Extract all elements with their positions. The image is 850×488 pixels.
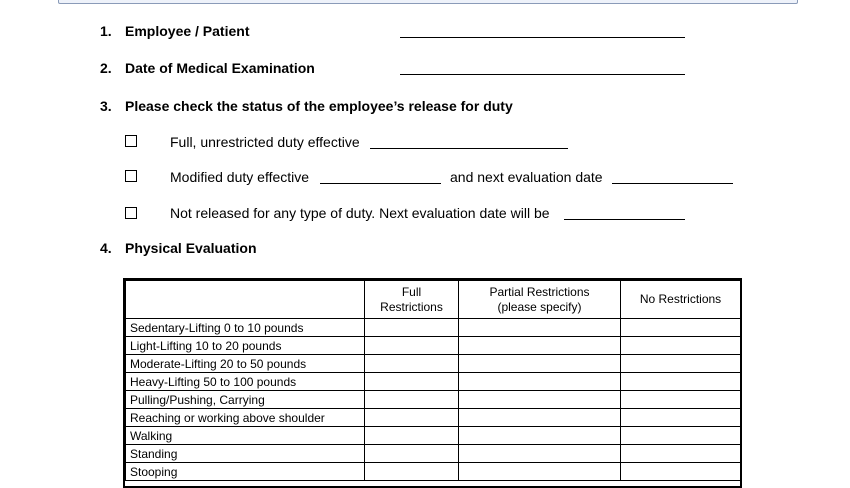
activity-label: Light-Lifting 10 to 20 pounds: [126, 337, 365, 355]
full-restrictions-cell[interactable]: [365, 391, 459, 409]
table-row: [126, 355, 741, 373]
activity-label: Sedentary-Lifting 0 to 10 pounds: [126, 319, 365, 337]
table-row: [126, 409, 741, 427]
no-restrictions-cell[interactable]: [621, 427, 741, 445]
table-row: [126, 463, 741, 481]
full-restrictions-header: Full Restrictions: [365, 281, 459, 319]
table-row: [126, 445, 741, 463]
activity-label: Standing: [126, 445, 365, 463]
item-number-4: 4.: [100, 240, 112, 256]
employee-patient-field[interactable]: [400, 37, 685, 38]
partial-restrictions-cell[interactable]: [459, 373, 621, 391]
partial-restrictions-cell[interactable]: [459, 445, 621, 463]
table-row: [126, 427, 741, 445]
partial-restrictions-cell[interactable]: [459, 319, 621, 337]
full-restrictions-cell[interactable]: [365, 409, 459, 427]
activity-label: Stooping: [126, 463, 365, 481]
not-released-label: Not released for any type of duty. Next evaluation date will be: [170, 205, 550, 221]
table-row: [126, 391, 741, 409]
partial-restrictions-cell[interactable]: [459, 427, 621, 445]
item-number-1: 1.: [100, 23, 112, 39]
no-restrictions-cell[interactable]: [621, 319, 741, 337]
activity-label: Pulling/Pushing, Carrying: [126, 391, 365, 409]
full-restrictions-cell[interactable]: [365, 445, 459, 463]
modified-duty-label: Modified duty effective: [170, 169, 310, 185]
full-restrictions-cell[interactable]: [365, 373, 459, 391]
activity-label: Reaching or working above shoulder: [126, 409, 365, 427]
activity-label: Walking: [126, 427, 365, 445]
modified-duty-checkbox[interactable]: [125, 170, 137, 182]
full-restrictions-cell[interactable]: [365, 337, 459, 355]
not-released-date-field[interactable]: [564, 219, 685, 220]
partial-restrictions-cell[interactable]: [459, 409, 621, 427]
activity-label: Heavy-Lifting 50 to 100 pounds: [126, 373, 365, 391]
partial-restrictions-cell[interactable]: [459, 337, 621, 355]
full-restrictions-cell[interactable]: [365, 355, 459, 373]
not-released-checkbox[interactable]: [125, 207, 137, 219]
form-top-border: [58, 0, 798, 4]
next-evaluation-date-field[interactable]: [612, 183, 733, 184]
partial-restrictions-cell[interactable]: [459, 355, 621, 373]
table-row: [126, 337, 741, 355]
physical-evaluation-table: [125, 280, 741, 481]
no-restrictions-cell[interactable]: [621, 373, 741, 391]
partial-restrictions-header: Partial Restrictions (please specify): [459, 281, 621, 319]
no-restrictions-cell[interactable]: [621, 355, 741, 373]
item-number-2: 2.: [100, 60, 112, 76]
full-duty-date-field[interactable]: [370, 148, 568, 149]
activity-label: Moderate-Lifting 20 to 50 pounds: [126, 355, 365, 373]
no-restrictions-cell[interactable]: [621, 463, 741, 481]
no-restrictions-cell[interactable]: [621, 409, 741, 427]
employee-patient-label: Employee / Patient: [125, 23, 250, 39]
table-header-row: [126, 281, 741, 319]
item-number-3: 3.: [100, 98, 112, 114]
full-duty-label: Full, unrestricted duty effective: [170, 134, 360, 150]
activity-column-header: [126, 281, 365, 319]
exam-date-field[interactable]: [400, 74, 685, 75]
full-restrictions-cell[interactable]: [365, 427, 459, 445]
release-status-heading: Please check the status of the employee’s release for duty: [125, 98, 513, 114]
partial-restrictions-cell[interactable]: [459, 391, 621, 409]
full-restrictions-cell[interactable]: [365, 463, 459, 481]
partial-restrictions-cell[interactable]: [459, 463, 621, 481]
full-restrictions-cell[interactable]: [365, 319, 459, 337]
next-evaluation-label: and next evaluation date: [450, 169, 603, 185]
physical-evaluation-heading: Physical Evaluation: [125, 240, 257, 256]
table-row: [126, 373, 741, 391]
exam-date-label: Date of Medical Examination: [125, 60, 315, 76]
table-row: [126, 319, 741, 337]
no-restrictions-cell[interactable]: [621, 337, 741, 355]
no-restrictions-cell[interactable]: [621, 445, 741, 463]
full-duty-checkbox[interactable]: [125, 135, 137, 147]
no-restrictions-cell[interactable]: [621, 391, 741, 409]
no-restrictions-header: No Restrictions: [621, 281, 741, 319]
modified-duty-date-field[interactable]: [320, 183, 441, 184]
